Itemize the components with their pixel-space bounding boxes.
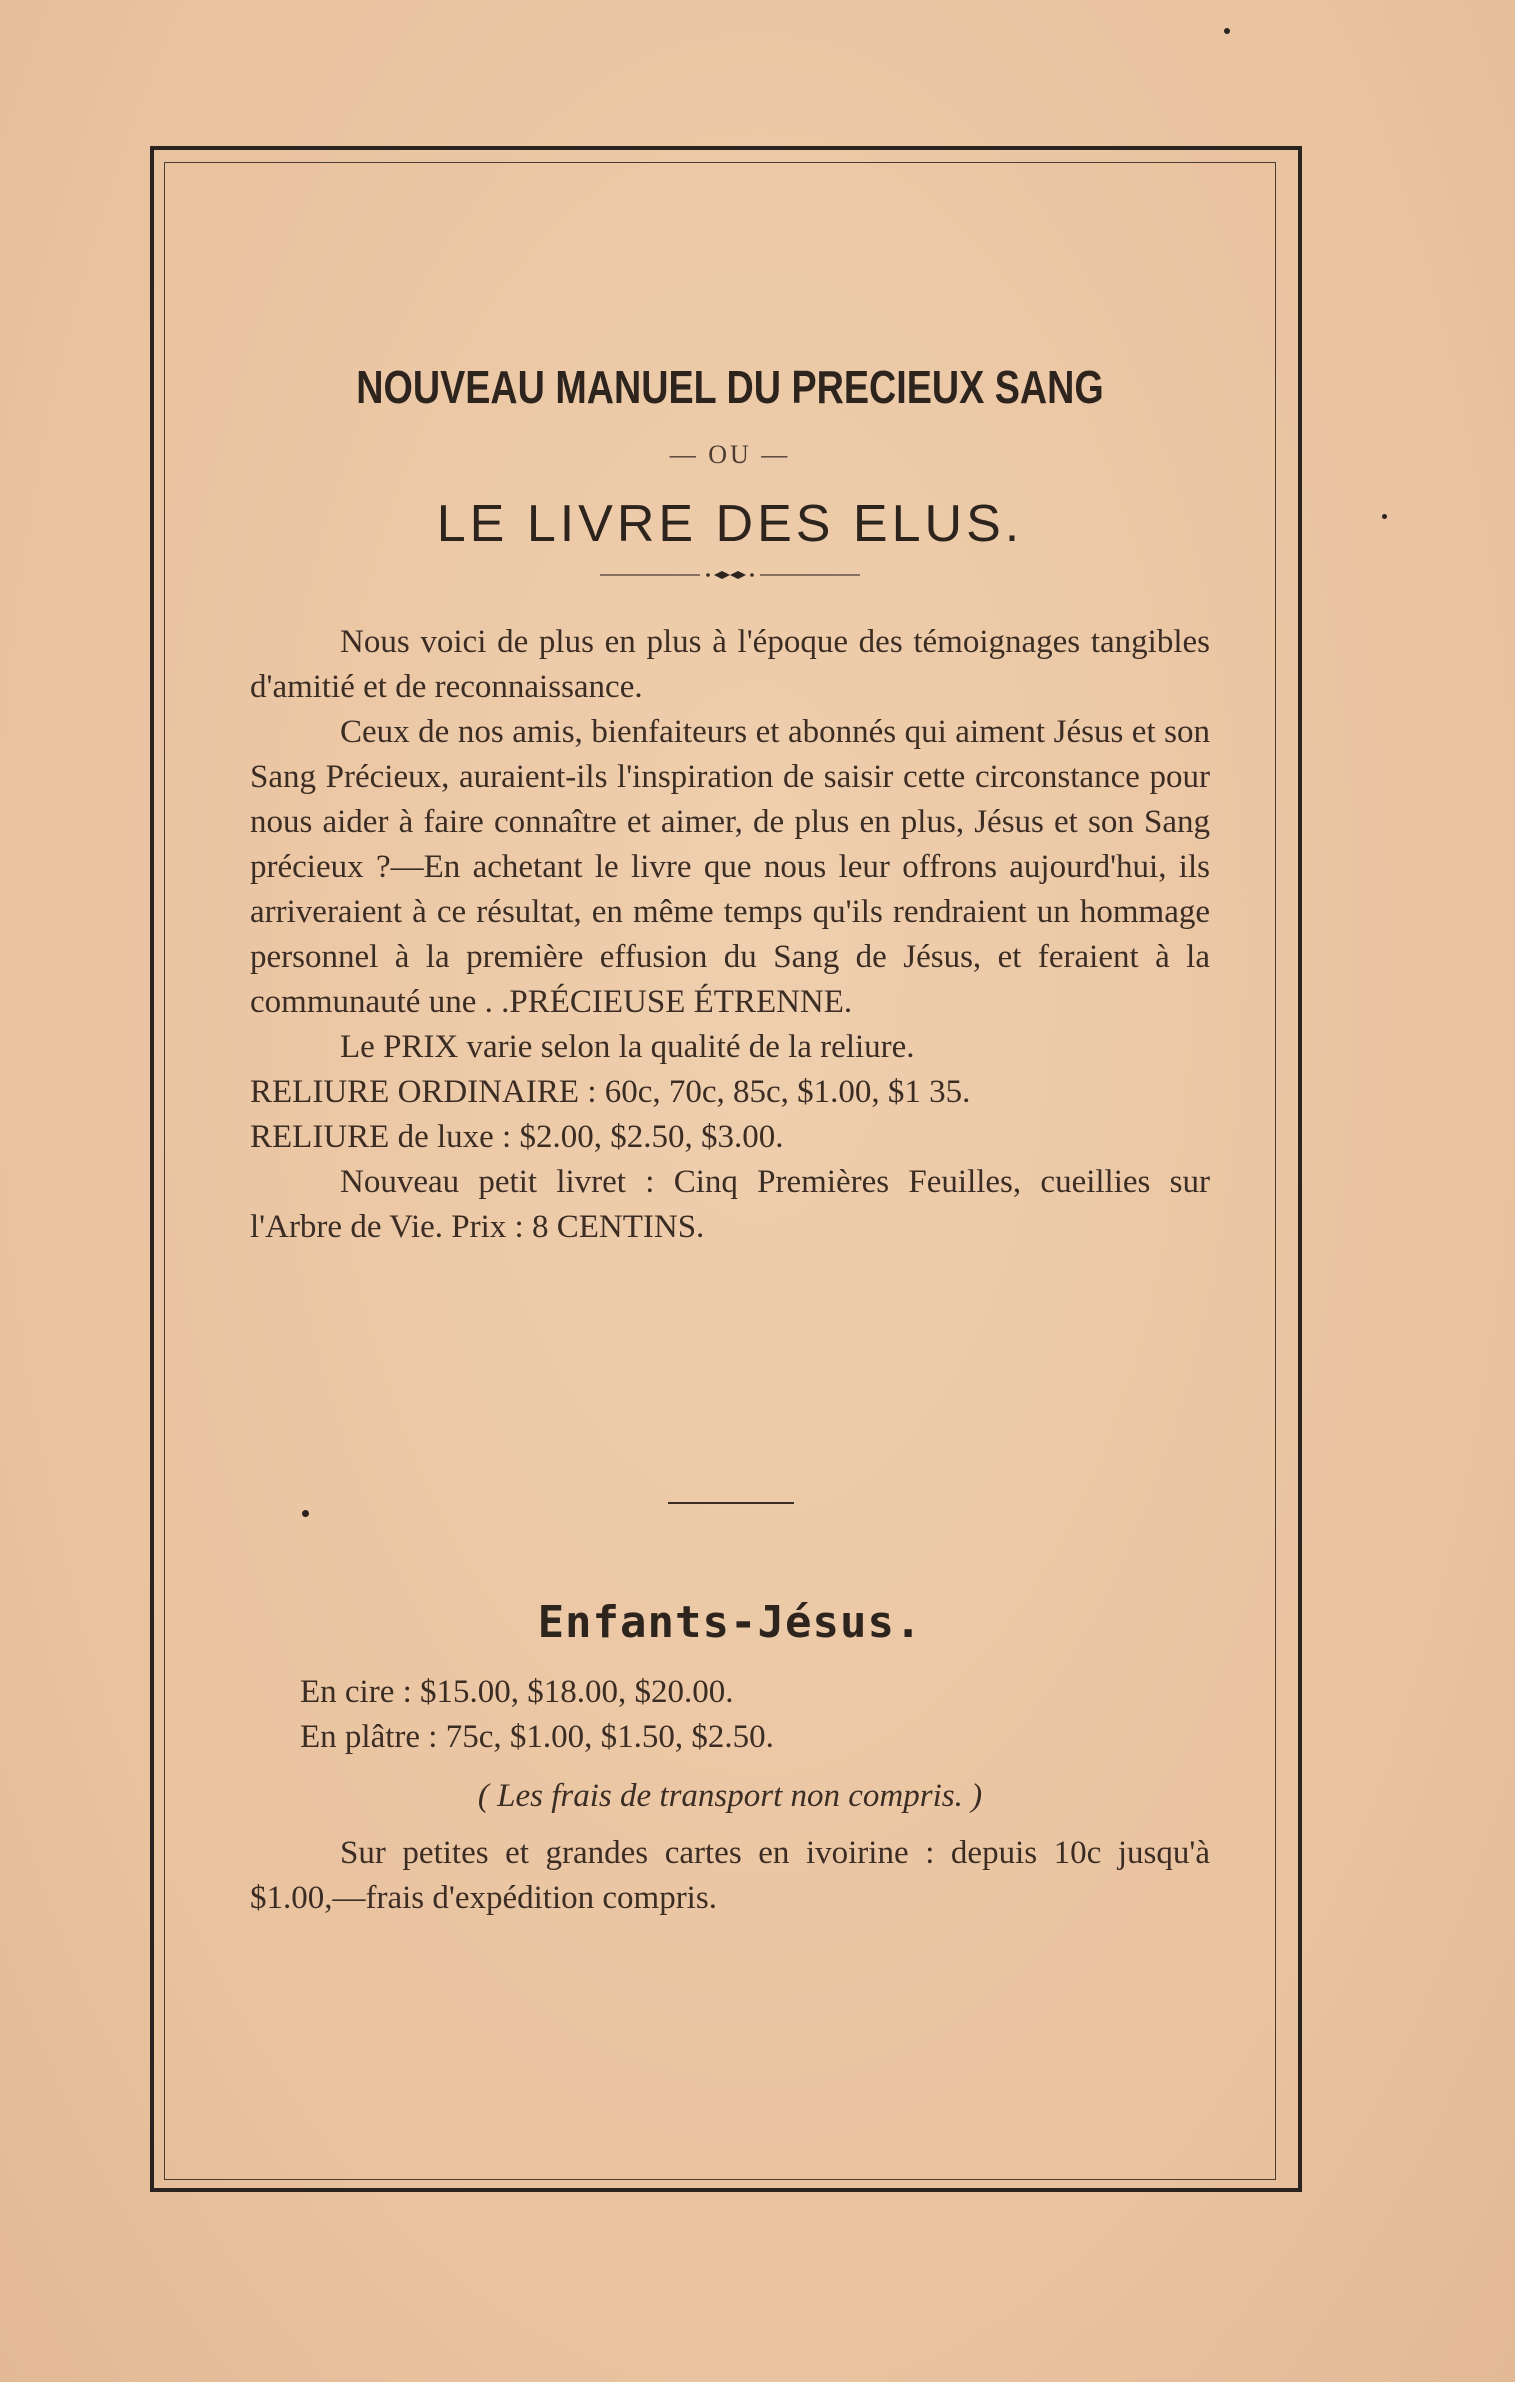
section-title: Enfants-Jésus. bbox=[537, 1597, 923, 1648]
reliure-ordinaire-label: RELIURE ORDINAIRE bbox=[250, 1074, 580, 1110]
speck-mark bbox=[1382, 514, 1387, 519]
cartes-paragraph: Sur petites et grandes cartes en ivoirine : depuis 10c jusqu'à $1.00,—frais d'expédition compris. bbox=[250, 1835, 1210, 1916]
paragraph-intro: Nous voici de plus en plus à l'époque des témoignages tangibles d'amitié et de reconnaissance. bbox=[250, 624, 1210, 705]
price-intro-b: varie selon la qualité de la reliure. bbox=[466, 1029, 915, 1065]
platre-price-line: En plâtre : 75c, $1.00, $1.50, $2.50. bbox=[300, 1719, 774, 1755]
speck-mark bbox=[1224, 28, 1230, 34]
paragraph-appeal-text: Ceux de nos amis, bienfaiteurs et abonnés qui aiment Jésus et son Sang Précieux, auraient-ils l'inspiration de saisir cette circonstance pour nous aider à faire connaître et aimer, de plus en plus, Jésus et son Sang précieux ?—En achetant le livre que nous leur offrons aujourd'hui, ils arriveraient à ce résultat, en même temps qu'ils rendraient un hommage personnel à la première effusion du Sang de Jésus, et feraient à la communauté une . . bbox=[250, 714, 1210, 1020]
paragraph-price-intro bbox=[250, 1025, 1210, 1070]
transport-note: ( Les frais de transport non compris. ) bbox=[477, 1778, 983, 1814]
price-intro-word: PRIX bbox=[383, 1029, 459, 1065]
section-body bbox=[250, 1670, 1210, 1921]
page-subtitle: LE LIVRE DES ELUS. bbox=[436, 495, 1024, 553]
speck-mark bbox=[302, 1510, 309, 1517]
paragraph-livret bbox=[250, 1160, 1210, 1250]
title-conjunction: — OU — bbox=[669, 440, 791, 469]
reliure-ordinaire-prices: : 60c, 70c, 85c, $1.00, $1 35. bbox=[587, 1074, 971, 1110]
ornament-divider-icon bbox=[600, 568, 860, 582]
reliure-luxe-label: RELIURE bbox=[250, 1119, 390, 1155]
reliure-luxe-line bbox=[250, 1115, 1210, 1160]
paragraph-appeal bbox=[250, 710, 1210, 1025]
body-text bbox=[250, 620, 1210, 1250]
reliure-luxe-prices: de luxe : $2.00, $2.50, $3.00. bbox=[397, 1119, 784, 1155]
cire-price-line: En cire : $15.00, $18.00, $20.00. bbox=[300, 1674, 734, 1710]
precieuse-etrenne-text: PRÉCIEUSE ÉTRENNE. bbox=[509, 984, 853, 1020]
section-divider bbox=[668, 1502, 794, 1504]
reliure-ordinaire-line bbox=[250, 1070, 1210, 1115]
livret-price-unit: CENTINS. bbox=[556, 1209, 705, 1245]
main-content bbox=[250, 360, 1210, 1250]
livret-text: Nouveau petit livret : Cinq Premières Feuilles, cueillies sur l'Arbre de Vie. Prix : 8 bbox=[250, 1164, 1210, 1245]
page-title: NOUVEAU MANUEL DU PRECIEUX SANG bbox=[356, 361, 1104, 413]
price-intro-a: Le bbox=[340, 1029, 375, 1065]
